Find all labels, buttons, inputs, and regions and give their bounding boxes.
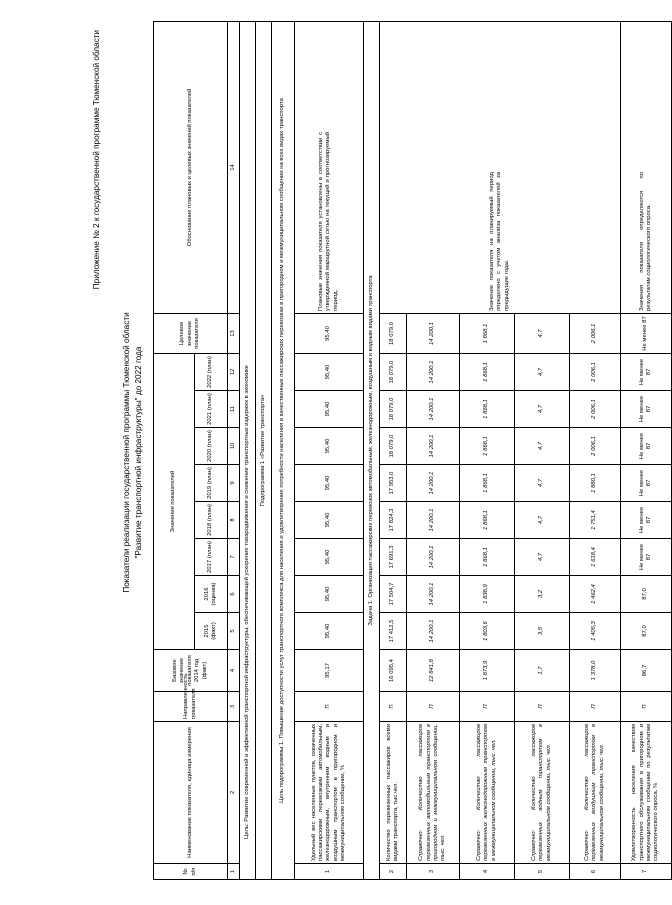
header-year: 2021 (план) <box>195 391 228 428</box>
row-value: 4,7 <box>515 391 570 428</box>
table-row <box>621 22 672 880</box>
row-name: Справочно: Количество пассажиров перевезенных водным транспортом в межмуниципальном сообщении, тыс. чел. <box>515 722 570 864</box>
row-value: Не менее 87 <box>621 539 672 576</box>
task-title: Задача 1. Организация пассажирских перевозок автомобильным, железнодорожным, воздушным и водным видами транспорта <box>364 22 380 880</box>
rotated-page <box>70 0 660 905</box>
row-value: 4,7 <box>515 465 570 502</box>
row-value: 1 462,4 <box>570 576 621 613</box>
row-target: 18 079,0 <box>380 314 407 354</box>
row-value: 95,40 <box>295 613 364 650</box>
header-rationale: Обоснование плановых и целевых значений показателей <box>154 22 228 314</box>
row-rationale: Значения показателя определяются по результатам социологического опроса. <box>621 22 672 314</box>
row-value: 1 868,1 <box>460 502 515 539</box>
row-base: 95,17 <box>295 650 364 692</box>
row-value: 14 200,1 <box>407 391 460 428</box>
row-value: 95,40 <box>295 502 364 539</box>
row-num: 1 <box>295 864 364 880</box>
document-title-line2: "Развитие транспортной инфраструктуры" до 2022 года <box>134 346 143 559</box>
row-direction: П <box>460 692 515 722</box>
row-value: 18 079,0 <box>380 354 407 391</box>
appendix-note: Приложение № 2 к государственной программе Тюменской области <box>92 30 101 290</box>
row-base: 1 873,9 <box>460 650 515 692</box>
row-value: 1 868,1 <box>460 354 515 391</box>
header-year: 2015 (факт) <box>195 613 228 650</box>
row-value: 95,40 <box>295 576 364 613</box>
header-year: 2019 (план) <box>195 465 228 502</box>
row-value: 1 868,1 <box>460 465 515 502</box>
header-base: Базовое значение показателя 2014 год (факт) <box>154 650 228 692</box>
row-value: 3,5 <box>515 613 570 650</box>
row-num: 6 <box>570 864 621 880</box>
row-value: 17 412,5 <box>380 613 407 650</box>
row-base: 16 095,4 <box>380 650 407 692</box>
goal-text: Цель: Развитие современной и эффективной транспортной инфраструктуры, обеспечивающей ускорение товародвижения и снижение транспортных издержек в экономике <box>240 22 256 880</box>
row-value: 4,7 <box>515 428 570 465</box>
row-direction: П <box>295 692 364 722</box>
row-value: Не менее 87 <box>621 354 672 391</box>
row-value: 17 953,0 <box>380 465 407 502</box>
row-value: 4,7 <box>515 354 570 391</box>
row-name: Удельный вес населенных пунктов, охваченных пассажирскими перевозками автомобильным, железнодорожным, внутренним водным и воздушным транспортом в пригородном и межмуниципальном сообщении, % <box>295 722 364 864</box>
col-number: 12 <box>228 354 240 391</box>
row-name: Справочно: Количество пассажиров перевезенных железнодорожным транспортом в межмуниципальном сообщении, тыс. чел. <box>460 722 515 864</box>
col-number: 13 <box>228 314 240 354</box>
row-base: 86,7 <box>621 650 672 692</box>
header-year: 2020 (план) <box>195 428 228 465</box>
table-row <box>380 22 407 880</box>
row-value: Не менее 87 <box>621 465 672 502</box>
row-direction: П <box>380 692 407 722</box>
row-value: 1 751,4 <box>570 502 621 539</box>
col-number: 14 <box>228 22 240 314</box>
row-value: Не менее 87 <box>621 428 672 465</box>
row-base: 12 841,8 <box>407 650 460 692</box>
row-target: 2 006,1 <box>570 314 621 354</box>
row-name: Справочно: Количество пассажиров перевезенных воздушным транспортом в межмуниципальном сообщении, тыс. чел. <box>570 722 621 864</box>
row-num: 2 <box>380 864 407 880</box>
row-base: 1,7 <box>515 650 570 692</box>
header-year: 2022 (план) <box>195 354 228 391</box>
row-value: 4,7 <box>515 502 570 539</box>
row-value: 95,40 <box>295 354 364 391</box>
col-number: 7 <box>228 539 240 576</box>
row-num: 3 <box>407 864 460 880</box>
row-value: 2 006,1 <box>570 391 621 428</box>
row-value: 17 824,3 <box>380 502 407 539</box>
header-year: 2016 (оценка) <box>195 576 228 613</box>
col-number: 8 <box>228 502 240 539</box>
col-number: 1 <box>228 864 240 880</box>
col-number: 6 <box>228 576 240 613</box>
col-number: 3 <box>228 692 240 722</box>
row-rationale: Значение показателя на планируемый период определено с учетом анализа показателей за предыдущие годы. <box>380 22 621 314</box>
row-num: 5 <box>515 864 570 880</box>
row-value: 1 803,6 <box>460 613 515 650</box>
row-value: 17 691,3 <box>380 539 407 576</box>
document-title-line1: Показатели реализации государственной программы Тюменской области <box>122 312 131 593</box>
col-number: 9 <box>228 465 240 502</box>
col-number: 4 <box>228 650 240 692</box>
col-number: 2 <box>228 722 240 864</box>
row-name: Справочно: Количество пассажиров перевезенных автомобильным транспортом в пригородном и межмуниципальном сообщении, тыс. чел. <box>407 722 460 864</box>
row-value: 95,40 <box>295 539 364 576</box>
row-value: 1 868,1 <box>460 391 515 428</box>
goal-row <box>240 22 256 880</box>
row-value: 14 200,1 <box>407 428 460 465</box>
row-rationale: Плановые значения показателя установлены в соответствии с утвержденной маршрутной сетью на текущий и прогнозируемый период. <box>295 22 364 314</box>
row-value: 87,0 <box>621 576 672 613</box>
row-direction: П <box>407 692 460 722</box>
subprogram-goal-row <box>272 22 295 880</box>
col-number: 10 <box>228 428 240 465</box>
row-base: 1 378,0 <box>570 650 621 692</box>
row-value: 1 838,9 <box>460 576 515 613</box>
task-row <box>364 22 380 880</box>
row-target: 1 868,1 <box>460 314 515 354</box>
row-target: 95,40 <box>295 314 364 354</box>
row-value: 2 006,1 <box>570 354 621 391</box>
header-direction: Направленность показателя <box>154 692 228 722</box>
row-value: 14 200,1 <box>407 613 460 650</box>
row-value: 87,0 <box>621 613 672 650</box>
row-target: 4,7 <box>515 314 570 354</box>
row-num: 7 <box>621 864 672 880</box>
row-value: 1 618,4 <box>570 539 621 576</box>
row-direction: П <box>570 692 621 722</box>
row-value: 4,7 <box>515 539 570 576</box>
column-numbers-row <box>228 22 240 880</box>
subprogram-title: Подпрограмма 1 «Развитие транспорта» <box>256 22 272 880</box>
row-target: 14 200,1 <box>407 314 460 354</box>
row-name: Количество перевезенных пассажиров всеми видами транспорта, тыс.чел. <box>380 722 407 864</box>
col-number: 11 <box>228 391 240 428</box>
row-value: 2 006,1 <box>570 428 621 465</box>
row-value: 18 079,0 <box>380 391 407 428</box>
header-year: 2017 (план) <box>195 539 228 576</box>
row-value: 3,2 <box>515 576 570 613</box>
table-row <box>295 22 364 880</box>
row-value: 1 405,3 <box>570 613 621 650</box>
row-value: Не менее 87 <box>621 391 672 428</box>
row-value: 14 200,1 <box>407 354 460 391</box>
row-value: 95,40 <box>295 391 364 428</box>
header-year: 2018 (план) <box>195 502 228 539</box>
row-direction: П <box>515 692 570 722</box>
row-value: 14 200,1 <box>407 539 460 576</box>
row-value: 14 200,1 <box>407 576 460 613</box>
row-num: 4 <box>460 864 515 880</box>
row-target: Не менее 87 <box>621 314 672 354</box>
col-number: 5 <box>228 613 240 650</box>
header-values-group: Значения показателей <box>154 354 195 650</box>
subprogram-row <box>256 22 272 880</box>
row-value: 17 504,7 <box>380 576 407 613</box>
indicators-table <box>153 21 672 880</box>
subprogram-goal-text: Цель подпрограммы 1. Повышение доступности услуг транспортного комплекса для населения и удовлетворение потребности населения в качественных пассажирских перевозках в пригородном и межмуниципальном сообщении на всех видах транспорта <box>272 22 295 880</box>
row-value: 95,40 <box>295 428 364 465</box>
row-value: 18 079,0 <box>380 428 407 465</box>
header-name: Наименование показателя, единица измерения <box>154 722 228 864</box>
row-value: 14 200,1 <box>407 465 460 502</box>
row-value: 1 868,1 <box>460 539 515 576</box>
row-value: 95,40 <box>295 465 364 502</box>
row-name: Удовлетворенность населения качеством транспортного обслуживания в пригородном и межмуниципальном сообщении по результатам социологического опроса, % <box>621 722 672 864</box>
row-value: 14 200,1 <box>407 502 460 539</box>
row-value: 1 868,1 <box>460 428 515 465</box>
row-value: 1 880,1 <box>570 465 621 502</box>
header-num: № п/п <box>154 864 228 880</box>
header-target: Целевое значение показателя <box>154 314 228 354</box>
row-value: Не менее 87 <box>621 502 672 539</box>
header-row <box>154 22 195 880</box>
row-direction: П <box>621 692 672 722</box>
